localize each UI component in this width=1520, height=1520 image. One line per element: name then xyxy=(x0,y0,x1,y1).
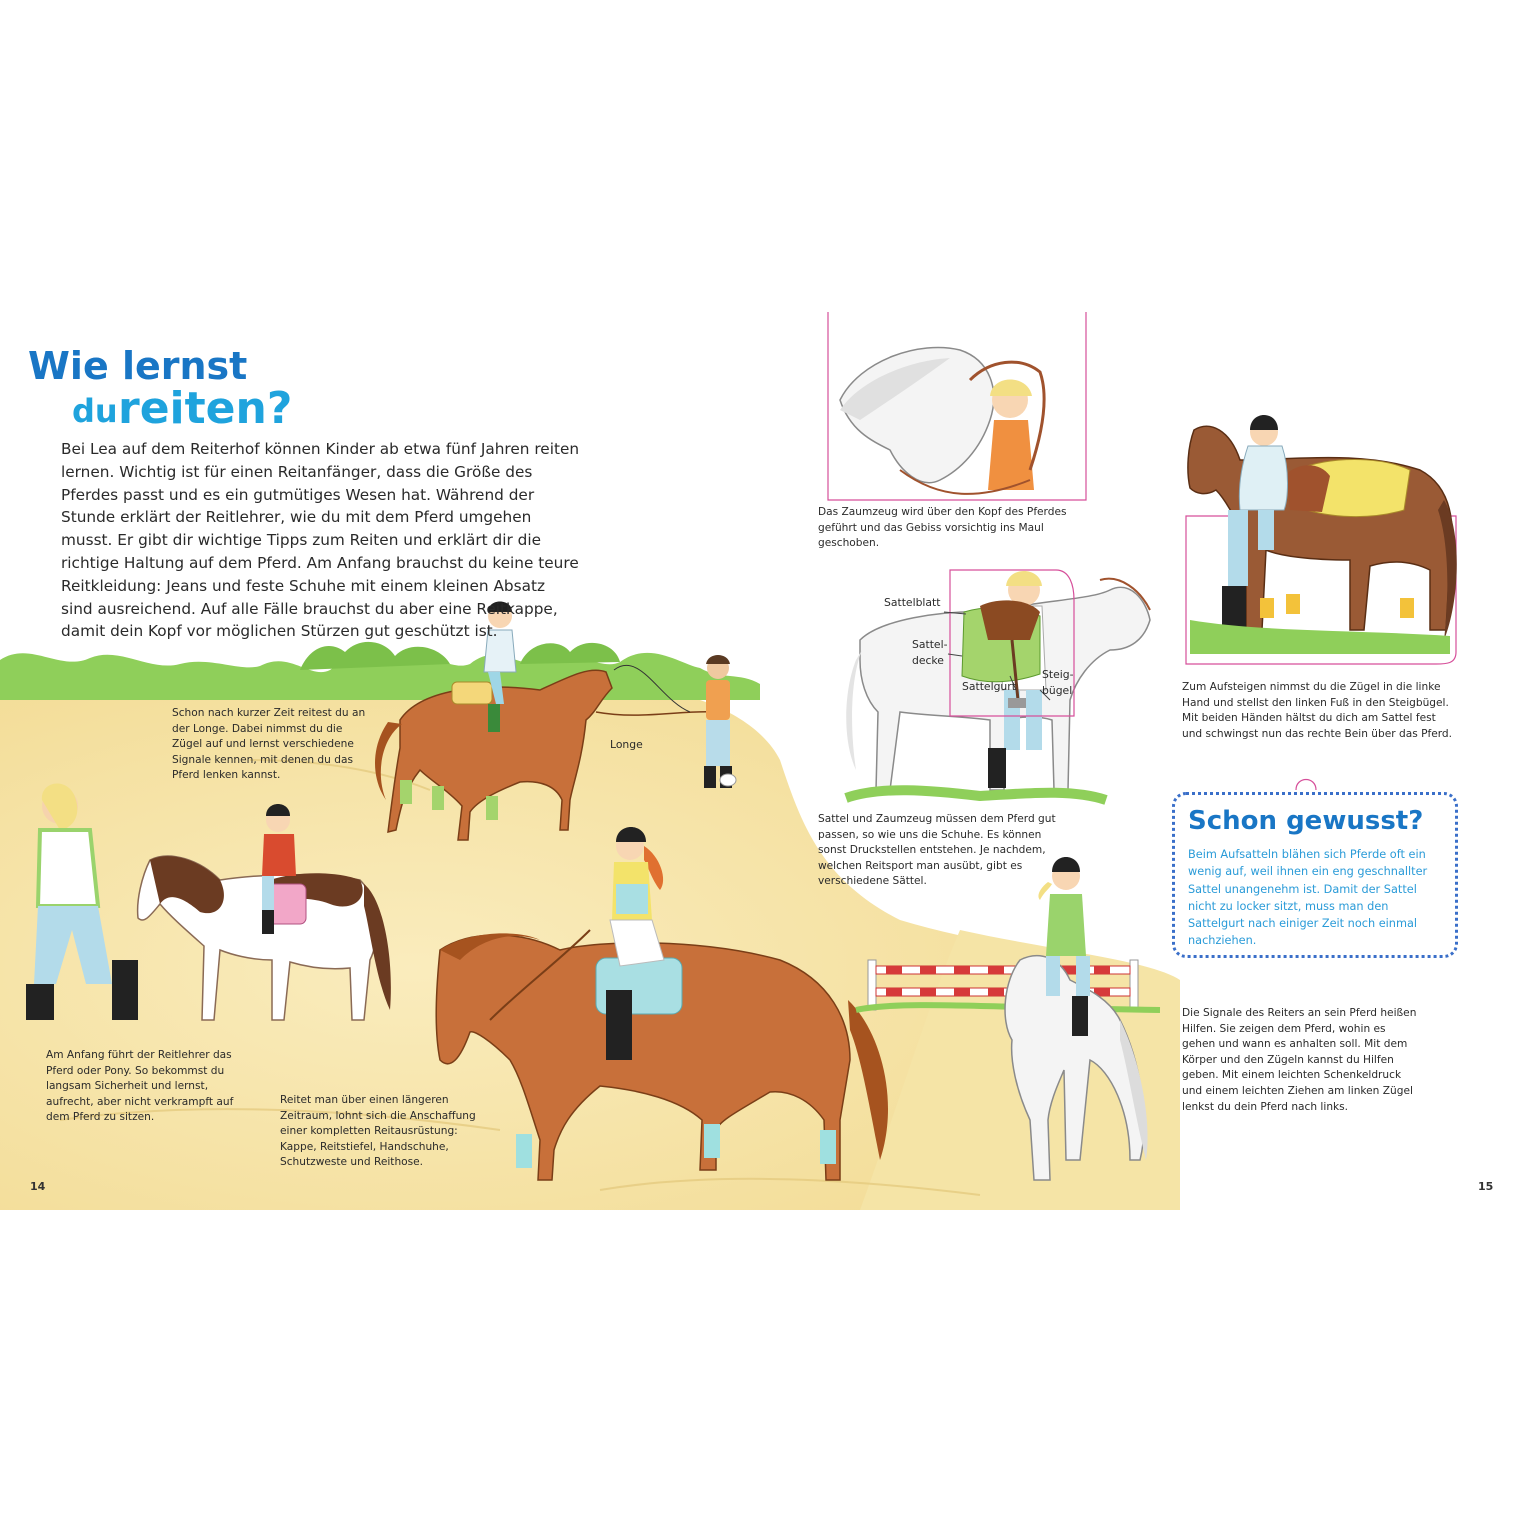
label-longe: Longe xyxy=(610,738,643,751)
intro-paragraph: Bei Lea auf dem Reiterhof können Kinder ab etwa fünf Jahren reiten lernen. Wichtig ist für einen Reitanfänger, dass die Größe des Pferdes passt und es ein gutmütiges Wesen hat. Während der Stunde erklärt der Reitlehrer, wie du mit dem Pferd umgehen musst. Er gibt dir wichtige Tipps zum Reiten und erklärt dir die richtige Haltung auf dem Pferd. Am Anfang brauchst du keine teure Reitkleidung: Jeans und feste Schuhe mit einem kleinen Absatz sind ausreichend. Auf alle Fälle brauchst du aber eine Reitkappe, damit dein Kopf vor möglichen Stürzen gut geschützt ist. xyxy=(61,440,580,641)
caption-aufsteigen: Zum Aufsteigen nimmst du die Zügel in die linke Hand und stellst den linken Fuß in den Steigbügel. Mit beiden Händen hältst du dich am Sattel fest und schwingst nun das rechte Bein über das Pferd. xyxy=(1182,681,1452,740)
label-satteldecke-1: Sattel- xyxy=(912,638,948,651)
page-title: Wie lernst xyxy=(28,344,248,388)
label-steigbuegel-1: Steig- xyxy=(1042,668,1074,681)
caption-longe: Schon nach kurzer Zeit reitest du an der Longe. Dabei nimmst du die Zügel auf und lernst verschiedene Signale kennen, mit denen du das Pferd lenken kannst. xyxy=(172,707,366,782)
page-title-du: du xyxy=(72,392,118,430)
info-box-text: Beim Aufsatteln blähen sich Pferde oft ein wenig auf, weil ihnen ein eng geschnallter Sattel unangenehm ist. Damit der Sattel nicht zu locker sitzt, muss man den Sattelgurt nach einiger Zeit noch einmal nachziehen. xyxy=(1188,848,1428,948)
label-sattelblatt: Sattelblatt xyxy=(884,596,941,609)
mounting-illustration xyxy=(1186,415,1457,664)
infobox-tab xyxy=(1296,780,1316,791)
page-number-right: 15 xyxy=(1478,1180,1494,1193)
hedge-trees-2 xyxy=(520,643,620,664)
info-box-title: Schon gewusst? xyxy=(1188,806,1424,836)
caption-ausruestung: Reitet man über einen längeren Zeitraum, lohnt sich die Anschaffung einer kompletten Reitausrüstung: Kappe, Reitstiefel, Handschuhe, Schutzweste und Reithose. xyxy=(280,1094,476,1169)
page-number-left: 14 xyxy=(30,1180,46,1193)
caption-hilfen: Die Signale des Reiters an sein Pferd heißen Hilfen. Sie zeigen dem Pferd, wohin es gehen und wann es anhalten soll. Mit dem Körper und den Zügeln kannst du Hilfen geben. Mit einem leichten Schenkeldruck und einem leichten Ziehen am linken Zügel lenkst du dein Pferd nach links. xyxy=(1182,1007,1417,1113)
label-steigbuegel-2: bügel xyxy=(1042,684,1073,697)
label-satteldecke-2: decke xyxy=(912,654,944,667)
page-title-reiten: reiten? xyxy=(118,383,293,434)
caption-sattel: Sattel und Zaumzeug müssen dem Pferd gut passen, so wie uns die Schuhe. Es können sonst Druckstellen entstehen. Je nachdem, welchen Reitsport man ausübt, gibt es verschiedene Sättel. xyxy=(818,813,1056,888)
caption-pony: Am Anfang führt der Reitlehrer das Pferd oder Pony. So bekommst du langsam Sicherheit und lernst, aufrecht, aber nicht verkrampft auf dem Pferd zu sitzen. xyxy=(46,1049,234,1124)
bridle-illustration xyxy=(828,312,1086,500)
label-sattelgurt: Sattelgurt xyxy=(962,680,1016,693)
caption-zaumzeug: Das Zaumzeug wird über den Kopf des Pferdes geführt und das Gebiss vorsichtig ins Maul geschoben. xyxy=(818,506,1067,550)
